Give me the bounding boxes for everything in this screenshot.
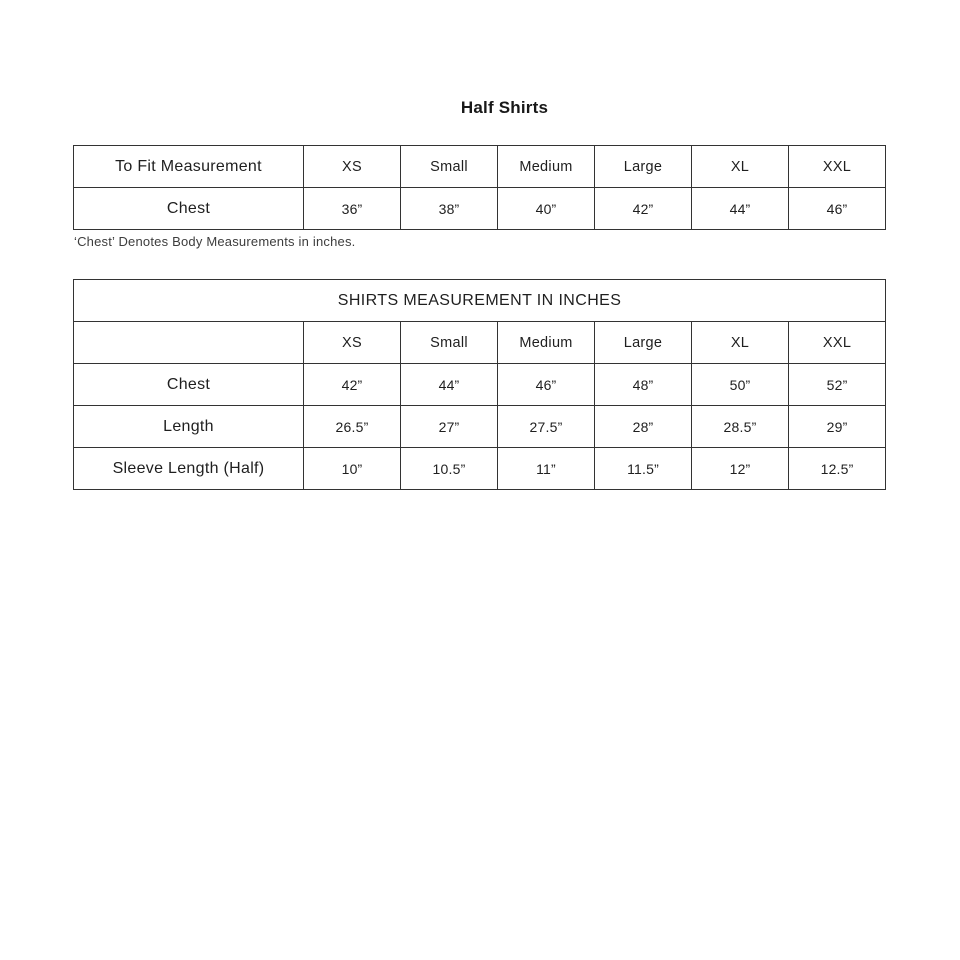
size-column-header: Small	[401, 322, 498, 364]
size-column-header: XS	[304, 322, 401, 364]
fit-table-header-row	[74, 146, 886, 188]
size-column-header: Small	[401, 146, 498, 188]
measurement-value: 10.5”	[401, 448, 498, 490]
measurement-value: 50”	[692, 364, 789, 406]
measurement-value: 42”	[304, 364, 401, 406]
row-label: Chest	[74, 364, 304, 406]
measurement-value: 11.5”	[595, 448, 692, 490]
size-column-header: XL	[692, 146, 789, 188]
measurement-value: 28.5”	[692, 406, 789, 448]
size-column-header: XS	[304, 146, 401, 188]
chest-note: ‘Chest’ Denotes Body Measurements in inches.	[74, 234, 356, 249]
size-column-header: Large	[595, 322, 692, 364]
measurement-value: 10”	[304, 448, 401, 490]
page-title: Half Shirts	[460, 98, 549, 117]
shirts-table-chest-row	[74, 364, 886, 406]
row-label: Length	[74, 406, 304, 448]
shirts-table-length-row	[74, 406, 886, 448]
measurement-value: 11”	[498, 448, 595, 490]
measurement-value: 44”	[401, 364, 498, 406]
measurement-value: 46”	[789, 188, 886, 230]
fit-table-header-label: To Fit Measurement	[74, 146, 304, 188]
empty-corner-cell	[74, 322, 304, 364]
measurement-value: 12.5”	[789, 448, 886, 490]
measurement-value: 27.5”	[498, 406, 595, 448]
shirts-table-title: SHIRTS MEASUREMENT IN INCHES	[74, 280, 886, 322]
measurement-value: 29”	[789, 406, 886, 448]
measurement-value: 27”	[401, 406, 498, 448]
measurement-value: 44”	[692, 188, 789, 230]
size-column-header: Large	[595, 146, 692, 188]
size-column-header: Medium	[498, 322, 595, 364]
size-column-header: XL	[692, 322, 789, 364]
row-label: Chest	[74, 188, 304, 230]
shirts-table-size-row	[74, 322, 886, 364]
size-column-header: XXL	[789, 322, 886, 364]
measurement-value: 28”	[595, 406, 692, 448]
shirts-table-title-row	[74, 280, 886, 322]
measurement-value: 46”	[498, 364, 595, 406]
measurement-value: 26.5”	[304, 406, 401, 448]
measurement-value: 40”	[498, 188, 595, 230]
measurement-value: 42”	[595, 188, 692, 230]
shirts-measurement-table	[73, 279, 886, 490]
measurement-value: 12”	[692, 448, 789, 490]
row-label: Sleeve Length (Half)	[74, 448, 304, 490]
measurement-value: 48”	[595, 364, 692, 406]
shirts-table-sleeve-row	[74, 448, 886, 490]
fit-measurement-table	[73, 145, 886, 230]
measurement-value: 36”	[304, 188, 401, 230]
measurement-value: 52”	[789, 364, 886, 406]
size-column-header: Medium	[498, 146, 595, 188]
measurement-value: 38”	[401, 188, 498, 230]
size-column-header: XXL	[789, 146, 886, 188]
fit-table-chest-row	[74, 188, 886, 230]
